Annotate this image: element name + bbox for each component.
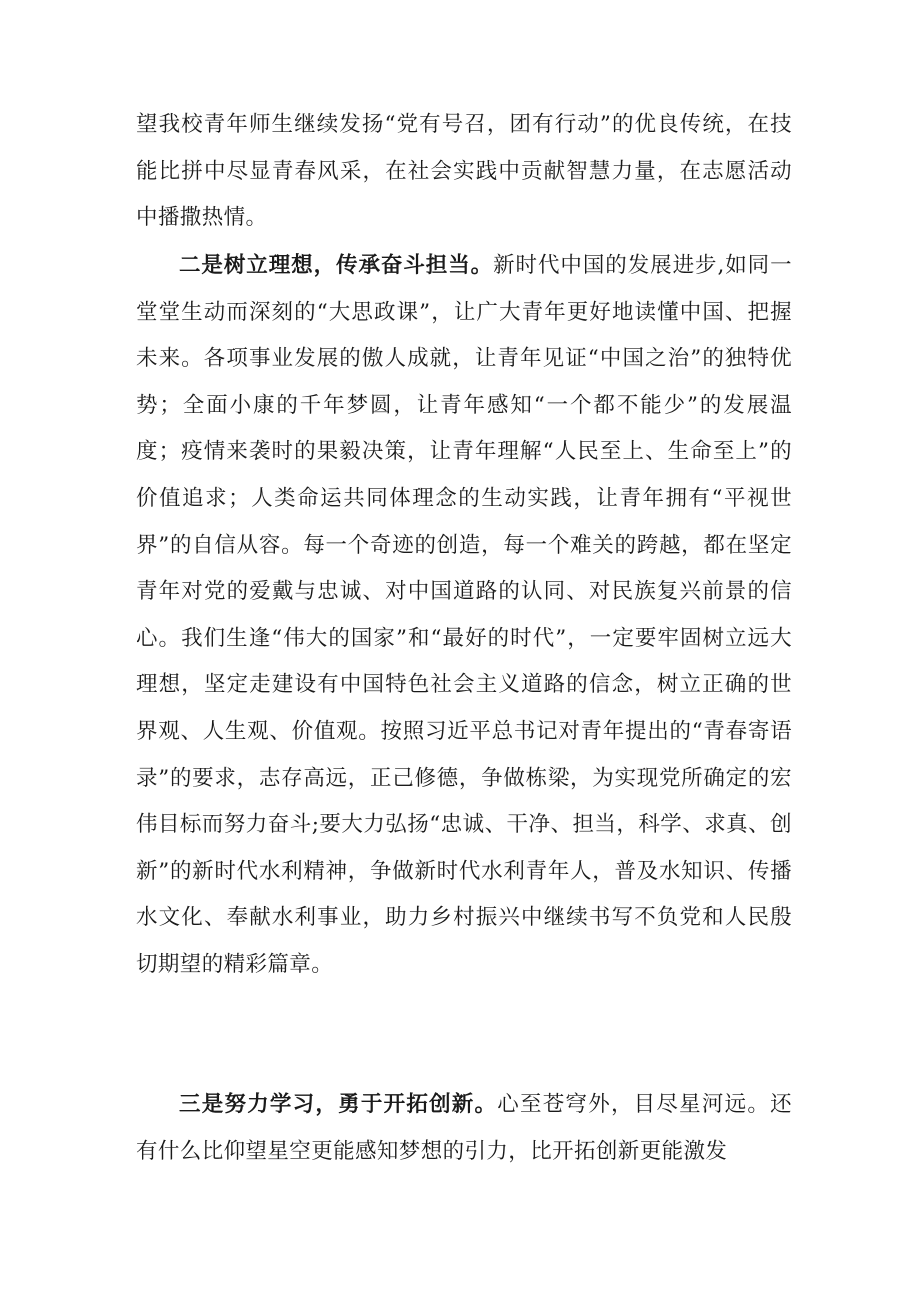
paragraph-3-heading: 三是努力学习，勇于开拓创新。 [179,1092,498,1117]
paragraph-2-text: 新时代中国的发展进步,如同一堂堂生动而深刻的“大思政课”，让广大青年更好地读懂中国、把握未来。各项事业发展的傲人成就，让青年见证“中国之治”的独特优势；全面小康的千年梦圆，让青年感知“一个都不能少”的发展温度；疫情来袭时的果毅决策，让青年理解“人民至上、生命至上”的价值追求；人类命运共同体理念的生动实践，让青年拥有“平视世界”的自信从容。每一个奇迹的创造，每一个难关的跨越，都在坚定青年对党的爱戴与忠诚、对中国道路的认同、对民族复兴前景的信心。我们生逢“伟大的国家”和“最好的时代”，一定要牢固树立远大理想，坚定走建设有中国特色社会主义道路的信念，树立正确的世界观、人生观、价值观。按照习近平总书记对青年提出的“青春寄语录”的要求，志存高远，正己修德，争做栋梁，为实现党所确定的宏伟目标而努力奋斗;要大力弘扬“忠诚、干净、担当，科学、求真、创新”的新时代水利精神，争做新时代水利青年人，普及水知识、传播水文化、奉献水利事业，助力乡村振兴中继续书写不负党和人民殷切期望的精彩篇章。 [136,253,793,977]
paragraph-3-text: 心至苍穹外，目尽星河远。还有什么比仰望星空更能感知梦想的引力，比开拓创新更能激发 [136,1092,792,1164]
paragraph-continuation [136,102,792,242]
paragraph-third-point [136,1082,792,1175]
paragraph-second-point [136,243,792,989]
paragraph-2-heading: 二是树立理想，传承奋斗担当。 [179,253,494,278]
paragraph-1 [136,102,792,242]
paragraph-3 [136,1082,792,1175]
paragraph-1-text: 望我校青年师生继续发扬“党有号召，团有行动”的优良传统，在技能比拼中尽显青春风采，在社会实践中贡献智慧力量，在志愿活动中播撒热情。 [136,112,792,231]
paragraph-2 [136,243,792,989]
